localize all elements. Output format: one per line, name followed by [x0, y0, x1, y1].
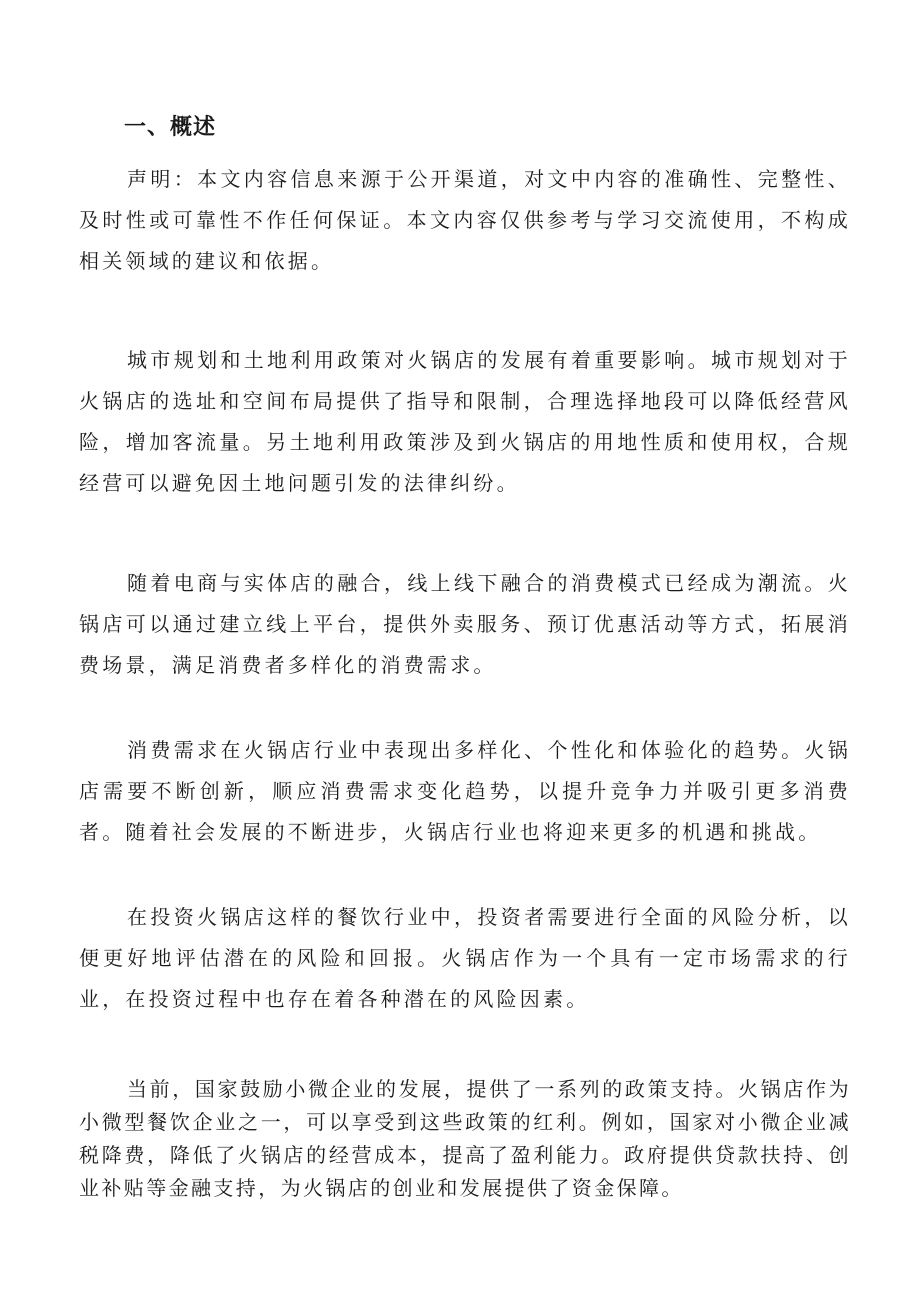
- disclaimer-paragraph: 声明：本文内容信息来源于公开渠道，对文中内容的准确性、完整性、及时性或可靠性不作任何保证。本文内容仅供参考与学习交流使用，不构成相关领域的建议和依据。: [79, 167, 851, 273]
- consumer-demand-paragraph: 消费需求在火锅店行业中表现出多样化、个性化和体验化的趋势。火锅店需要不断创新，顺应消费需求变化趋势，以提升竞争力并吸引更多消费者。随着社会发展的不断进步，火锅店行业也将迎来更多的机遇和挑战。: [79, 738, 851, 844]
- policy-support-paragraph: 当前，国家鼓励小微企业的发展，提供了一系列的政策支持。火锅店作为小微型餐饮企业之一，可以享受到这些政策的红利。例如，国家对小微企业减税降费，降低了火锅店的经营成本，提高了盈利能力。政府提供贷款扶持、创业补贴等金融支持，为火锅店的创业和发展提供了资金保障。: [79, 1077, 851, 1200]
- online-offline-paragraph: 随着电商与实体店的融合，线上线下融合的消费模式已经成为潮流。火锅店可以通过建立线上平台，提供外卖服务、预订优惠活动等方式，拓展消费场景，满足消费者多样化的消费需求。: [79, 571, 851, 677]
- section-heading: 一、概述: [124, 115, 217, 140]
- urban-planning-paragraph: 城市规划和土地利用政策对火锅店的发展有着重要影响。城市规划对于火锅店的选址和空间布局提供了指导和限制，合理选择地段可以降低经营风险，增加客流量。另土地利用政策涉及到火锅店的用地性质和使用权，合规经营可以避免因土地问题引发的法律纠纷。: [79, 348, 851, 495]
- investment-risk-paragraph: 在投资火锅店这样的餐饮行业中，投资者需要进行全面的风险分析，以便更好地评估潜在的风险和回报。火锅店作为一个具有一定市场需求的行业，在投资过程中也存在着各种潜在的风险因素。: [79, 905, 851, 1011]
